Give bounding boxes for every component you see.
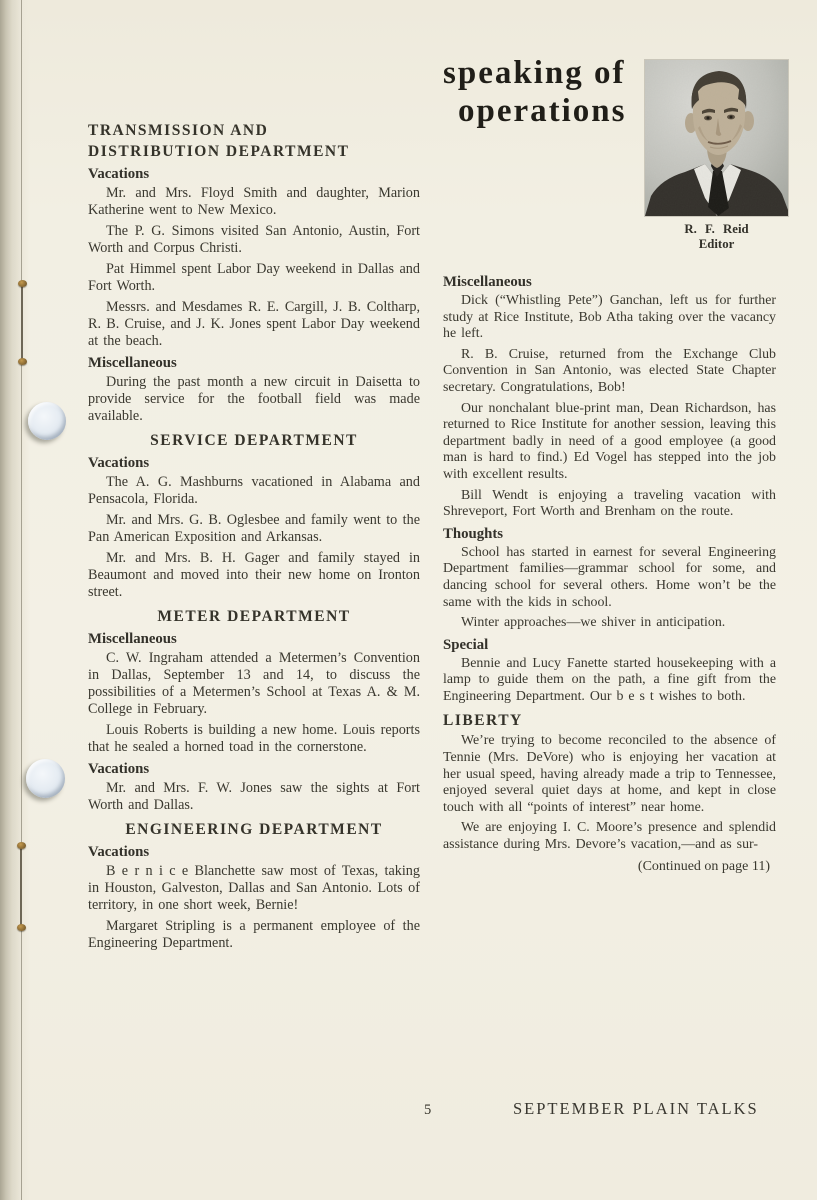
paragraph: Mr. and Mrs. F. W. Jones saw the sights at Fort Worth and Dallas. xyxy=(88,780,420,813)
subheading-vacations: Vacations xyxy=(88,166,150,182)
paragraph: Messrs. and Mesdames R. E. Cargill, J. B. Coltharp, R. B. Cruise, and J. K. Jones spent Labor Day weekend at the beach. xyxy=(88,299,420,349)
editor-role: Editor xyxy=(698,237,735,251)
subheading-special: Special xyxy=(443,636,489,653)
paragraph: R. B. Cruise, returned from the Exchange Club Convention in San Antonio, was elected State Chapter secretary. Congratulations, Bob! xyxy=(443,346,776,395)
title-line-2: operations xyxy=(458,93,627,129)
heading-transmission-distribution-line1: TRANSMISSION AND xyxy=(88,122,269,139)
heading-liberty: LIBERTY xyxy=(443,712,523,730)
paragraph: Bennie and Lucy Fanette started housekeeping with a lamp to guide them on the path, a fine gift from the Engineering Department. Our b e s t wishes to both. xyxy=(443,655,776,704)
subheading-miscellaneous: Miscellaneous xyxy=(88,355,177,371)
page-fold-line xyxy=(21,0,22,1200)
page-spine-edge xyxy=(0,0,30,1200)
paragraph: Dick (“Whistling Pete”) Ganchan, left us for further study at Rice Institute, Bob Atha taking over the vacancy he left. xyxy=(443,293,776,342)
subheading-vacations: Vacations xyxy=(88,844,150,860)
editor-name: R. F. Reid xyxy=(684,222,749,236)
paragraph: Mr. and Mrs. B. H. Gager and family stayed in Beaumont and moved into their new home on Ironton street. xyxy=(88,550,420,600)
paragraph: Mr. and Mrs. Floyd Smith and daughter, Marion Katherine went to New Mexico. xyxy=(88,185,420,218)
subheading-thoughts: Thoughts xyxy=(443,525,504,542)
punch-hole-top xyxy=(28,402,66,440)
paragraph: Winter approaches—we shiver in anticipation. xyxy=(461,615,726,631)
photo-caption xyxy=(645,222,788,252)
page-number: 5 xyxy=(424,1102,432,1118)
left-column xyxy=(88,115,420,956)
paragraph: School has started in earnest for several Engineering Department families—grammar school for some, and dancing school for several others. Home won’t be the same with the kids in school. xyxy=(443,544,776,610)
subheading-vacations: Vacations xyxy=(88,455,150,471)
paragraph: Mr. and Mrs. G. B. Oglesbee and family went to the Pan American Exposition and Arkansas. xyxy=(88,512,420,545)
masthead xyxy=(443,52,776,268)
heading-meter-department: METER DEPARTMENT xyxy=(157,608,351,625)
subheading-vacations: Vacations xyxy=(88,761,150,777)
paragraph: B e r n i c e Blanchette saw most of Texas, taking in Houston, Galveston, Dallas and San Antonio. Lots of territory, in one short week, Bernie! xyxy=(88,863,420,913)
paragraph: Our nonchalant blue-print man, Dean Richardson, has returned to Rice Institute for another session, leaving this department badly in need of a good employee (a good man is hard to find.) Ed Vogel has stepped into the job with excellent results. xyxy=(443,400,776,482)
editor-photo xyxy=(645,60,788,216)
paragraph: Margaret Stripling is a permanent employee of the Engineering Department. xyxy=(88,918,420,951)
paragraph: Pat Himmel spent Labor Day weekend in Dallas and Fort Worth. xyxy=(88,261,420,294)
punch-hole-bottom xyxy=(26,759,65,798)
paragraph: Louis Roberts is building a new home. Louis reports that he sealed a horned toad in the cornerstone. xyxy=(88,722,420,755)
heading-transmission-distribution-line2: DISTRIBUTION DEPARTMENT xyxy=(88,143,350,160)
subheading-miscellaneous: Miscellaneous xyxy=(443,274,532,290)
paragraph: We’re trying to become reconciled to the absence of Tennie (Mrs. DeVore) who is enjoying her vacation at her usual speed, having already made a trip to Tennessee, enjoyed several quiet days at home, and kept in close touch with all “points of interest” near home. xyxy=(443,733,776,815)
paragraph: During the past month a new circuit in Daisetta to provide service for the football field was made available. xyxy=(88,374,420,424)
subheading-miscellaneous: Miscellaneous xyxy=(88,631,177,647)
paragraph: The A. G. Mashburns vacationed in Alabama and Pensacola, Florida. xyxy=(88,474,420,507)
heading-service-department: SERVICE DEPARTMENT xyxy=(150,432,358,449)
heading-engineering-department: ENGINEERING DEPARTMENT xyxy=(125,821,383,838)
paragraph: Bill Wendt is enjoying a traveling vacation with Shreveport, Fort Worth and Brenham on the route. xyxy=(443,487,776,520)
paragraph: C. W. Ingraham attended a Metermen’s Convention in Dallas, September 13 and 14, to discuss the possibilities of a Metermen’s School at Texas A. & M. College in February. xyxy=(88,650,420,717)
paragraph: We are enjoying I. C. Moore’s presence and splendid assistance during Mrs. Devore’s vacation,—and as sur- xyxy=(443,820,776,853)
continued-note: (Continued on page 11) xyxy=(637,858,770,874)
title-line-1: speaking of xyxy=(443,55,626,91)
paragraph: The P. G. Simons visited San Antonio, Austin, Fort Worth and Corpus Christi. xyxy=(88,223,420,256)
column-title xyxy=(443,54,638,130)
journal-title: SEPTEMBER PLAIN TALKS xyxy=(513,1099,759,1118)
right-column xyxy=(443,52,776,875)
